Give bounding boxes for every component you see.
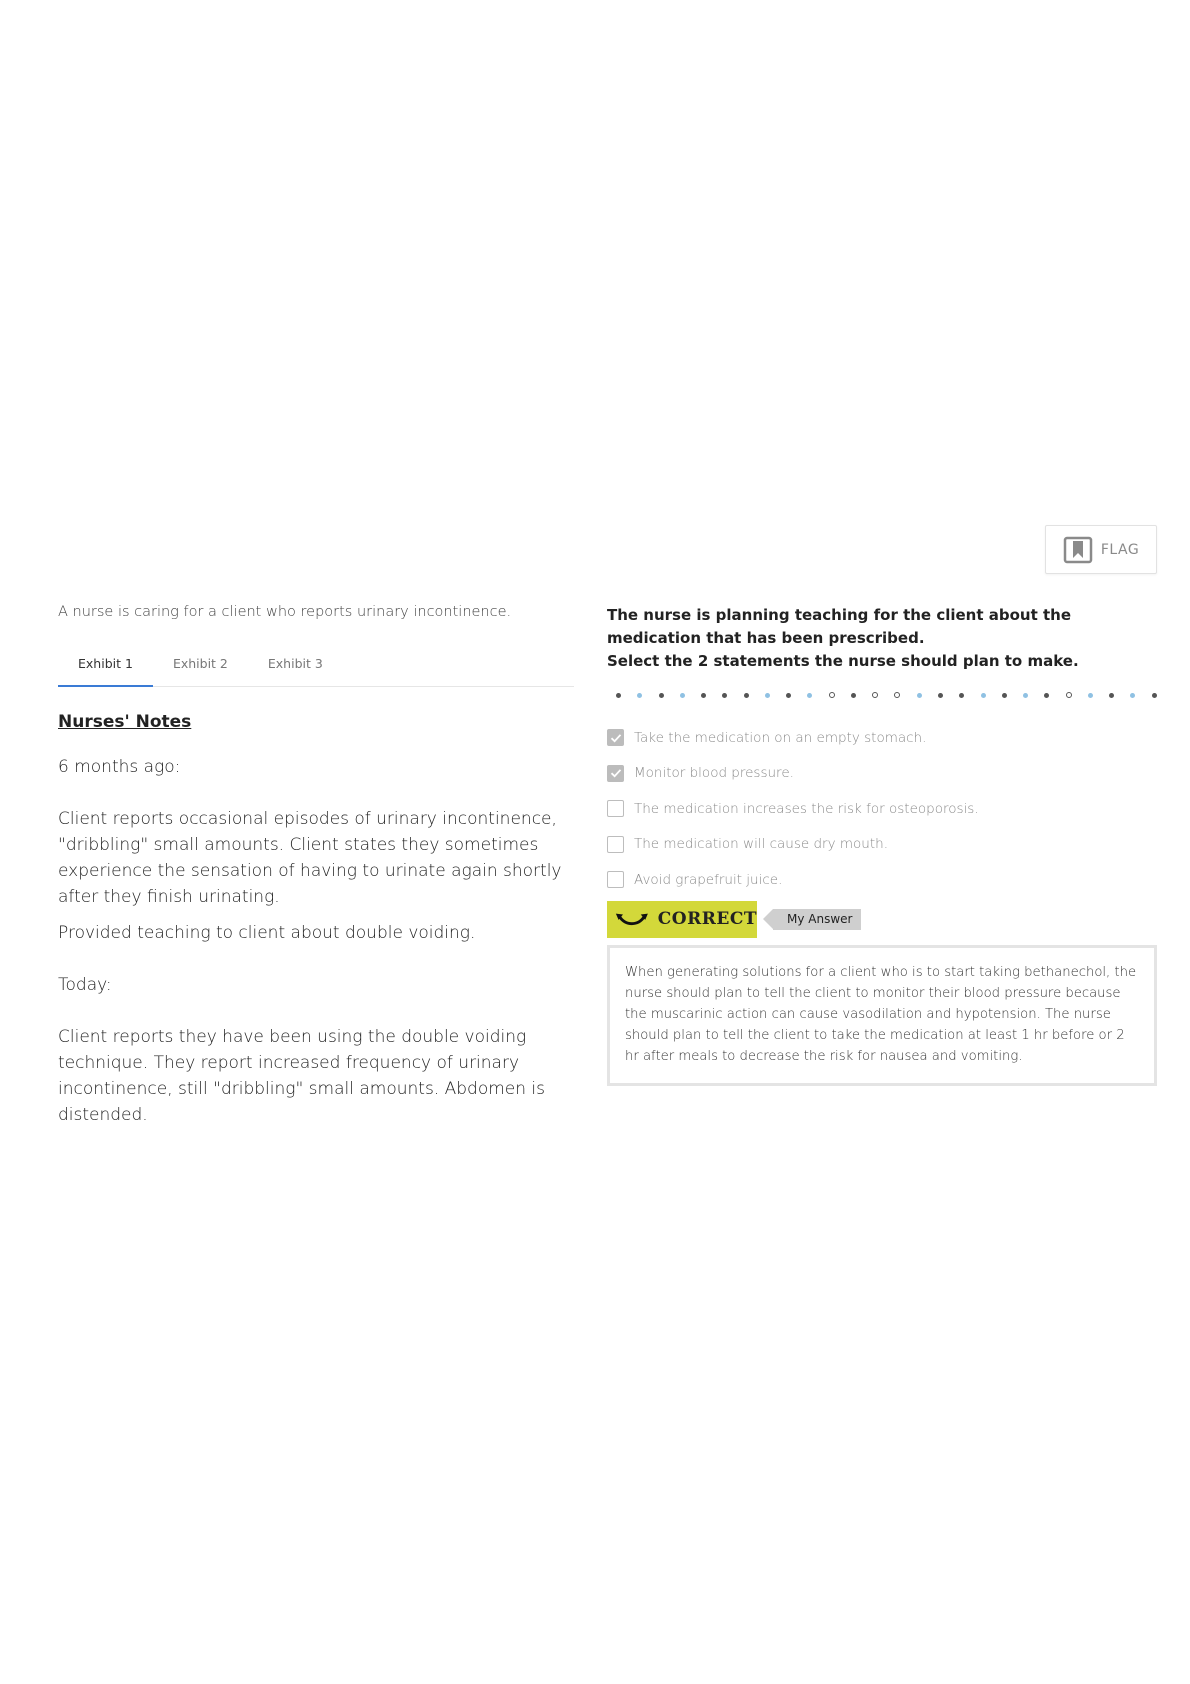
checkmark-icon bbox=[610, 732, 622, 744]
option-label: The medication increases the risk for osteoporosis. bbox=[634, 800, 979, 817]
flag-button[interactable] bbox=[1045, 525, 1157, 574]
curved-arrow-icon bbox=[615, 908, 649, 930]
correct-label: CORRECT bbox=[657, 909, 757, 929]
answer-options bbox=[607, 720, 1157, 898]
note-provided-teaching: Provided teaching to client about double voiding. bbox=[58, 923, 476, 943]
divider-dot bbox=[744, 693, 749, 698]
exhibit-tabs bbox=[58, 645, 574, 687]
divider-dot bbox=[1002, 693, 1007, 698]
divider-dot bbox=[659, 693, 664, 698]
divider-dot bbox=[1066, 692, 1072, 698]
nurses-notes-title: Nurses' Notes bbox=[58, 712, 192, 732]
divider-dot bbox=[959, 693, 964, 698]
bookmark-flag-icon bbox=[1063, 535, 1093, 565]
checkbox[interactable] bbox=[607, 836, 624, 853]
question-instruction: Select the 2 statements the nurse should plan to make. bbox=[607, 652, 1079, 670]
my-answer-label: My Answer bbox=[787, 912, 853, 926]
option-label: Avoid grapefruit juice. bbox=[634, 871, 783, 888]
divider-dot bbox=[1088, 693, 1093, 698]
result-row bbox=[607, 901, 1157, 938]
option-blood-pressure[interactable] bbox=[607, 756, 1157, 792]
option-osteoporosis[interactable] bbox=[607, 791, 1157, 827]
note-today: Today: bbox=[58, 975, 112, 995]
divider-dot bbox=[807, 693, 812, 698]
divider-dot bbox=[917, 693, 922, 698]
tab-exhibit-1[interactable]: Exhibit 1 bbox=[58, 645, 153, 687]
divider-dot bbox=[894, 692, 900, 698]
question-panel bbox=[607, 604, 1157, 1086]
divider-dot bbox=[1044, 693, 1049, 698]
question-stem: The nurse is planning teaching for the client about the medication that has been prescribed. bbox=[607, 606, 1072, 647]
option-dry-mouth[interactable] bbox=[607, 827, 1157, 863]
divider-dot bbox=[1130, 693, 1135, 698]
divider-dot bbox=[938, 693, 943, 698]
divider-dot bbox=[829, 692, 835, 698]
rationale-box: When generating solutions for a client who is to start taking bethanechol, the nurse should plan to tell the client to monitor their blood pressure because the muscarinic action can cause vasodilation and hypotension. The nurse should plan to tell the client to take the medication at least 1 hr before or 2 hr after meals to decrease the risk for nausea and vomiting. bbox=[607, 945, 1157, 1086]
checkbox-checked[interactable] bbox=[607, 765, 624, 782]
divider-dot bbox=[851, 693, 856, 698]
case-panel bbox=[58, 604, 574, 1128]
option-label: The medication will cause dry mouth. bbox=[634, 836, 888, 853]
divider-dot bbox=[637, 693, 642, 698]
checkbox-checked[interactable] bbox=[607, 729, 624, 746]
divider-dot bbox=[701, 693, 706, 698]
option-label: Take the medication on an empty stomach. bbox=[634, 729, 927, 746]
option-label: Monitor blood pressure. bbox=[634, 765, 794, 782]
divider-dot bbox=[1109, 693, 1114, 698]
tab-exhibit-2[interactable]: Exhibit 2 bbox=[172, 656, 228, 671]
note-client-today: Client reports they have been using the double voiding technique. They report increased frequency of urinary incontinence, still "dribbling" small amounts. Abdomen is distended. bbox=[58, 1027, 546, 1125]
divider-dot bbox=[616, 693, 621, 698]
divider-dot bbox=[765, 693, 770, 698]
dotted-divider bbox=[607, 688, 1157, 702]
note-months-ago: 6 months ago: bbox=[58, 757, 181, 777]
checkbox[interactable] bbox=[607, 800, 624, 817]
case-intro: A nurse is caring for a client who reports urinary incontinence. bbox=[58, 604, 512, 620]
checkbox[interactable] bbox=[607, 871, 624, 888]
checkmark-icon bbox=[610, 767, 622, 779]
divider-dot bbox=[680, 693, 685, 698]
flag-label: FLAG bbox=[1100, 541, 1140, 558]
divider-dot bbox=[981, 693, 986, 698]
divider-dot bbox=[1152, 693, 1157, 698]
note-occasional-episodes: Client reports occasional episodes of urinary incontinence, "dribbling" small amounts. Client states they sometimes experience the sensation of having to urinate again shortly after they finish urinating. bbox=[58, 809, 562, 907]
option-empty-stomach[interactable] bbox=[607, 720, 1157, 756]
my-answer-tag bbox=[773, 909, 861, 930]
divider-dot bbox=[1023, 693, 1028, 698]
divider-dot bbox=[872, 692, 878, 698]
option-grapefruit[interactable] bbox=[607, 862, 1157, 898]
tab-exhibit-3[interactable]: Exhibit 3 bbox=[267, 656, 323, 671]
divider-dot bbox=[786, 693, 791, 698]
correct-badge bbox=[607, 901, 757, 938]
divider-dot bbox=[722, 693, 727, 698]
